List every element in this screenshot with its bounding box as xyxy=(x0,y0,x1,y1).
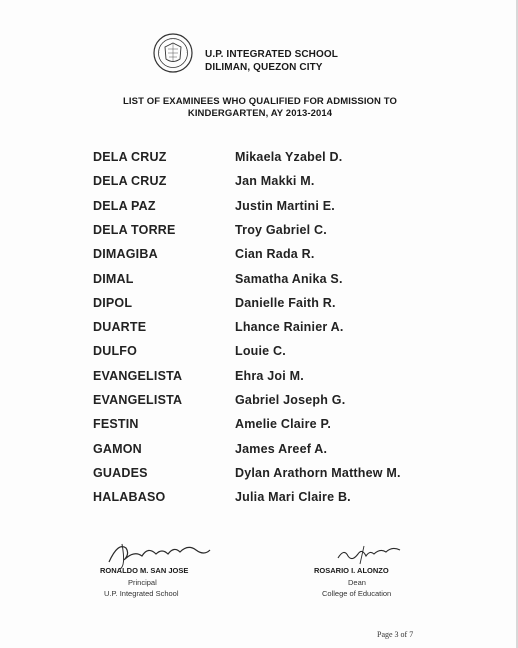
signatory-principal xyxy=(80,536,230,606)
examinee-surname: EVANGELISTA xyxy=(93,393,183,407)
examinee-row xyxy=(0,267,518,291)
school-address: DILIMAN, QUEZON CITY xyxy=(205,62,323,73)
examinee-surname: EVANGELISTA xyxy=(93,368,183,383)
examinee-given-name: Mikaela Yzabel D. xyxy=(235,150,343,164)
signatory-name: ROSARIO I. ALONZO xyxy=(314,566,389,575)
examinee-row xyxy=(0,364,518,388)
up-seal-icon xyxy=(153,33,193,73)
examinee-given-name: Lhance Rainier A. xyxy=(235,320,344,335)
examinee-surname: DIPOL xyxy=(93,295,133,310)
examinee-row xyxy=(0,291,518,315)
signatory-name: RONALDO M. SAN JOSE xyxy=(100,566,189,575)
examinee-given-name: Julia Mari Claire B. xyxy=(235,490,351,505)
examinee-surname: DIMAGIBA xyxy=(93,247,158,262)
examinee-surname: DELA TORRE xyxy=(93,222,176,237)
examinee-row xyxy=(0,315,518,339)
signatory-title: Dean xyxy=(348,578,366,587)
examinee-surname: DUARTE xyxy=(93,320,147,335)
examinee-row xyxy=(0,412,518,436)
signature-mark xyxy=(104,536,214,570)
page-number: Page 3 of 7 xyxy=(377,630,414,639)
examinee-row xyxy=(0,242,518,266)
examinee-surname: DELA CRUZ xyxy=(93,174,167,189)
school-name: U.P. INTEGRATED SCHOOL xyxy=(205,49,338,60)
examinee-surname: FESTIN xyxy=(93,417,139,432)
signatory-title: Principal xyxy=(128,578,157,587)
examinee-given-name: James Areef A. xyxy=(235,441,328,456)
examinee-given-name: Troy Gabriel C. xyxy=(235,222,327,237)
examinee-row xyxy=(0,339,518,363)
examinee-given-name: Louie C. xyxy=(235,344,286,359)
examinee-given-name: Gabriel Joseph G. xyxy=(235,393,346,407)
examinee-surname: DELA PAZ xyxy=(93,198,156,213)
examinee-given-name: Amelie Claire P. xyxy=(235,417,332,432)
examinee-given-name: Danielle Faith R. xyxy=(235,295,336,310)
signatory-office: U.P. Integrated School xyxy=(104,589,179,598)
examinee-given-name: Justin Martini E. xyxy=(235,198,335,213)
signatory-office: College of Education xyxy=(322,589,392,598)
examinee-row xyxy=(0,169,518,193)
examinee-surname: GAMON xyxy=(93,441,142,456)
examinee-row xyxy=(0,461,518,485)
examinee-surname: HALABASO xyxy=(93,490,166,505)
examinee-row xyxy=(0,218,518,242)
list-title-line-2: KINDERGARTEN, AY 2013-2014 xyxy=(187,108,333,119)
examinee-given-name: Ehra Joi M. xyxy=(235,368,304,383)
examinee-surname: DULFO xyxy=(93,344,138,359)
examinee-given-name: Dylan Arathorn Matthew M. xyxy=(235,465,401,480)
examinee-row xyxy=(0,485,518,509)
examinee-row xyxy=(0,388,518,412)
list-title-line-1: LIST OF EXAMINEES WHO QUALIFIED FOR ADMISSION TO xyxy=(123,96,397,107)
examinee-row xyxy=(0,194,518,218)
examinee-row xyxy=(0,437,518,461)
examinee-surname: DIMAL xyxy=(93,271,134,286)
signatory-dean xyxy=(300,540,430,606)
examinee-row xyxy=(0,145,518,169)
examinee-given-name: Jan Makki M. xyxy=(235,174,315,189)
examinee-given-name: Cian Rada R. xyxy=(235,247,315,262)
examinee-surname: GUADES xyxy=(93,465,148,480)
examinee-given-name: Samatha Anika S. xyxy=(235,271,343,286)
examinee-surname: DELA CRUZ xyxy=(93,150,167,164)
